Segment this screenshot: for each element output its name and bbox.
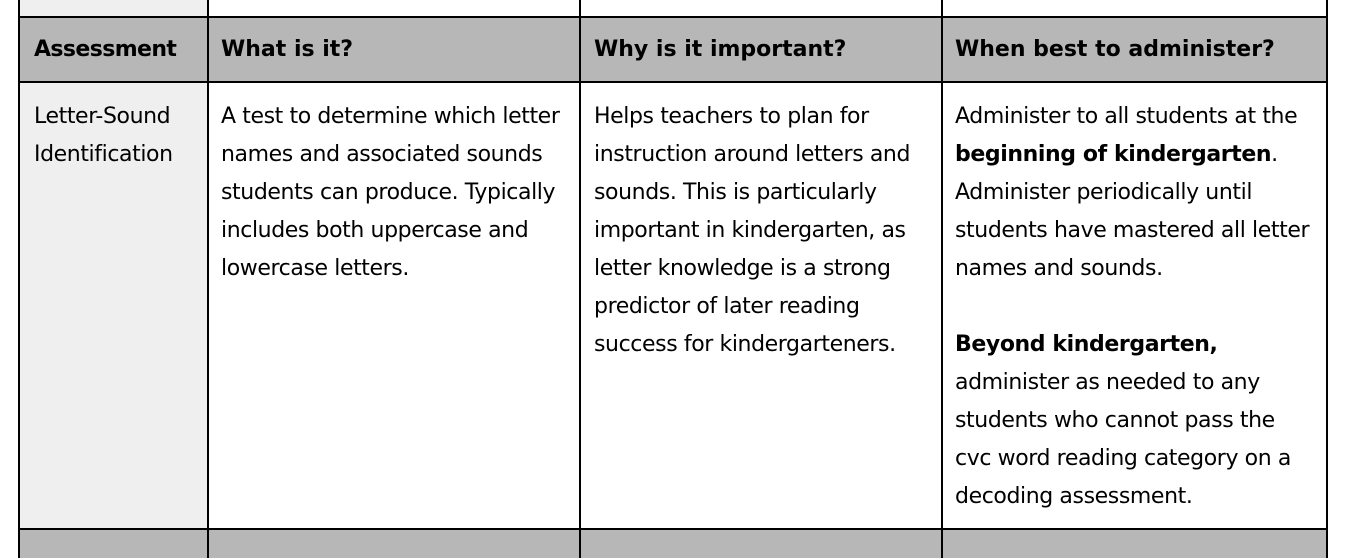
cell-when-administer (955, 98, 1309, 516)
text-line: names and associated sounds (221, 142, 543, 167)
paragraph-spacer (955, 288, 1309, 326)
text-line: success for kindergarteners. (594, 332, 896, 357)
header-why-important: Why is it important? (594, 37, 847, 62)
cell-assessment-name (34, 98, 173, 174)
text-line: includes both uppercase and (221, 218, 529, 243)
text-line: important in kindergarten, as (594, 218, 906, 243)
row-divider-header (18, 81, 1328, 83)
assessment-table (18, 0, 1328, 558)
text-line: students can produce. Typically (221, 180, 556, 205)
header-what-is-it: What is it? (221, 37, 354, 62)
text-line: administer as needed to any (955, 370, 1260, 395)
text-line: decoding assessment. (955, 484, 1193, 509)
table-border-left (18, 0, 20, 558)
column-divider-3 (941, 0, 943, 558)
header-assessment: Assessment (34, 37, 177, 62)
text-line: lowercase letters. (221, 256, 409, 281)
column-divider-2 (579, 0, 581, 558)
cell-what-is-it (221, 98, 559, 288)
text-line (955, 136, 1309, 174)
cell-why-important (594, 98, 910, 364)
text-line (955, 326, 1309, 364)
text-line: names and sounds. (955, 256, 1163, 281)
text-line: Letter-Sound (34, 104, 171, 129)
table-border-right (1326, 0, 1328, 558)
header-when-administer: When best to administer? (955, 37, 1275, 62)
text-line: letter knowledge is a strong (594, 256, 891, 281)
row-divider-top (18, 16, 1328, 18)
next-header-row-bg (18, 530, 1328, 558)
text-line: Identification (34, 142, 173, 167)
text-line: students who cannot pass the (955, 408, 1275, 433)
text-line: A test to determine which letter (221, 104, 560, 129)
bold-phrase: Beyond kindergarten, (955, 332, 1218, 357)
text-line: Administer periodically until (955, 180, 1253, 205)
text-fragment: . (1271, 142, 1278, 167)
first-column-bg (18, 0, 208, 558)
row-divider-bottom (18, 528, 1328, 530)
text-line: instruction around letters and (594, 142, 911, 167)
text-line: Helps teachers to plan for (594, 104, 869, 129)
column-divider-1 (207, 0, 209, 558)
text-line: predictor of later reading (594, 294, 860, 319)
text-line: cvc word reading category on a (955, 446, 1291, 471)
bold-phrase: beginning of kindergarten (955, 142, 1272, 167)
text-line: students have mastered all letter (955, 218, 1310, 243)
text-line: sounds. This is particularly (594, 180, 877, 205)
text-line: Administer to all students at the (955, 104, 1298, 129)
